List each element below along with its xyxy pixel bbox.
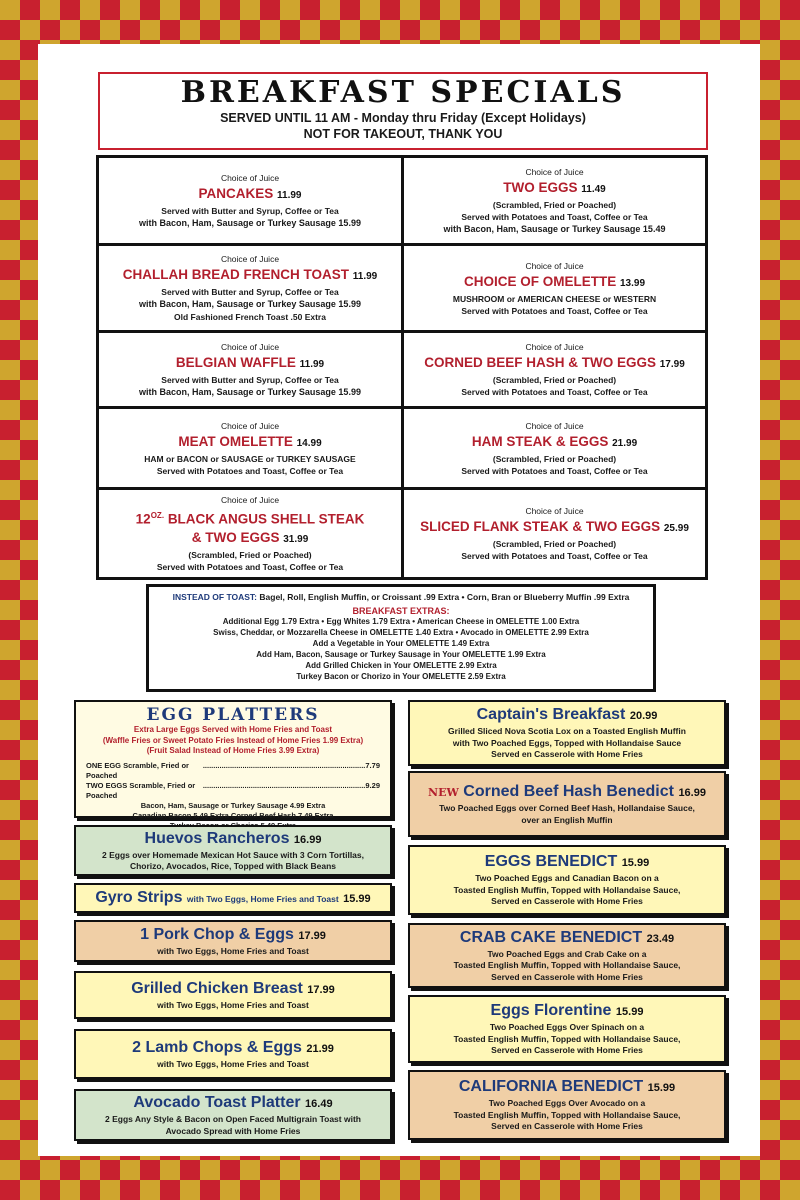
item-title: NEW Corned Beef Hash Benedict 16.99 [428, 783, 706, 800]
item-title: TWO EGGS 11.49 [503, 179, 606, 195]
item-addon: with Bacon, Ham, Sausage or Turkey Sausage 15.99 [139, 217, 361, 228]
item-desc: Toasted English Muffin, Topped with Hollandaise Sauce, [453, 1033, 681, 1044]
extras-line: Add Grilled Chicken in Your OMELETTE 2.99 Extra [305, 661, 497, 670]
takeout-note: NOT FOR TAKEOUT, THANK YOU [303, 127, 503, 141]
special-angus-steak [99, 490, 401, 577]
special-meat-omelette [99, 409, 401, 487]
juice-note: Choice of Juice [220, 494, 280, 505]
item-desc: MUSHROOM or AMERICAN CHEESE or WESTERN [452, 293, 657, 304]
item-desc: with Two Eggs, Home Fries and Toast [157, 999, 309, 1010]
item-price: 13.99 [620, 277, 646, 289]
item-desc: Served with Potatoes and Toast, Coffee or Tea [461, 465, 648, 476]
item-addon: with Bacon, Ham, Sausage or Turkey Sausage 15.49 [443, 223, 666, 234]
item-desc: with Two Poached Eggs, Topped with Hollandaise Sauce [452, 737, 682, 748]
special-pancakes [99, 158, 401, 243]
special-corned-beef [404, 333, 705, 406]
item-desc: Served en Casserole with Home Fries [491, 749, 643, 760]
item-title: PANCAKES 11.99 [198, 185, 302, 201]
special-ham-steak [404, 409, 705, 487]
item-note: Old Fashioned French Toast .50 Extra [174, 312, 326, 322]
item-price: 17.99 [298, 929, 326, 942]
eggs-benedict-box [408, 845, 726, 915]
menu-header [98, 72, 708, 150]
extras-line: Additional Egg 1.79 Extra • Egg Whites 1.79 Extra • American Cheese in OMELETTE 1.00 Extra [222, 617, 580, 626]
item-price: 11.49 [581, 183, 606, 195]
extras-line: Turkey Bacon or Chorizo in Your OMELETTE 2.59 Extra [296, 672, 506, 681]
juice-note: Choice of Juice [525, 260, 584, 271]
item-desc: (Scrambled, Fried or Poached) [492, 539, 617, 549]
juice-note: Choice of Juice [220, 254, 280, 264]
item-desc: Toasted English Muffin, Topped with Hollandaise Sauce, [453, 1109, 681, 1120]
item-price: 11.99 [352, 271, 378, 282]
item-desc: Avocado Spread with Home Fries [165, 1125, 301, 1136]
special-challah [99, 246, 401, 330]
item-title: EGGS BENEDICT 15.99 [484, 853, 650, 871]
item-desc: Served with Potatoes and Toast, Coffee or Tea [461, 211, 648, 222]
item-title: Captain's Breakfast 20.99 [476, 706, 658, 724]
extras-line: Swiss, Cheddar, or Mozzarella Cheese in OMELETTE 1.40 Extra • Avocado in OMELETTE 2.99 Extra [213, 628, 589, 637]
item-desc: Served en Casserole with Home Fries [491, 971, 643, 982]
breakfast-extras [146, 584, 656, 692]
item-desc: Two Poached Eggs over Corned Beef Hash, Hollandaise Sauce, [439, 803, 695, 813]
avocado-toast-box [74, 1089, 392, 1141]
item-title: CORNED BEEF HASH & TWO EGGS 17.99 [424, 355, 685, 370]
item-desc: Served en Casserole with Home Fries [491, 896, 643, 907]
gyro-strips-box [74, 883, 392, 913]
item-title: MEAT OMELETTE 14.99 [178, 433, 322, 449]
eggs-florentine-box [408, 995, 726, 1063]
item-price: 21.99 [612, 437, 638, 449]
one-egg-row: ONE EGG Scramble, Fried or Poached .............................................................................. 7.79 [86, 760, 380, 780]
egg-platters-title: EGG PLATTERS [146, 705, 320, 725]
toast-options: INSTEAD OF TOAST: Bagel, Roll, English Muffin, or Croissant .99 Extra • Corn, Bran or Blueberry Muffin .99 Extra [172, 592, 630, 602]
item-price: 20.99 [629, 710, 658, 723]
item-title: 2 Lamb Chops & Eggs 21.99 [132, 1038, 334, 1056]
item-desc: over an English Muffin [521, 814, 613, 825]
item-desc: Served en Casserole with Home Fries [491, 1121, 643, 1132]
item-title: CHOICE OF OMELETTE 13.99 [463, 273, 646, 289]
item-price: 11.99 [277, 189, 302, 201]
item-price: 25.99 [663, 523, 689, 534]
item-title: SLICED FLANK STEAK & TWO EGGS 25.99 [420, 519, 689, 534]
item-desc: Grilled Sliced Nova Scotia Lox on a Toasted English Muffin [448, 726, 686, 737]
platter-extra: Canadian Bacon 5.49 Extra Corned Beef Hash 7.49 Extra [132, 810, 334, 820]
item-desc: HAM or BACON or SAUSAGE or TURKEY SAUSAGE [144, 453, 356, 464]
service-hours: SERVED UNTIL 11 AM - Monday thru Friday (Except Holidays) [220, 111, 586, 125]
item-price: 14.99 [296, 437, 322, 449]
item-title: BELGIAN WAFFLE 11.99 [175, 354, 325, 370]
item-price: 15.99 [647, 1082, 676, 1095]
special-omelette [404, 246, 705, 330]
item-desc: Served with Butter and Syrup, Coffee or Tea [161, 374, 339, 385]
item-desc: Toasted English Muffin, Topped with Hollandaise Sauce, [453, 884, 681, 895]
item-desc: Two Poached Eggs Over Avocado on a [488, 1098, 646, 1109]
item-price: 16.49 [305, 1098, 333, 1110]
lamb-chops-box [74, 1029, 392, 1079]
item-desc: Served with Butter and Syrup, Coffee or Tea [161, 287, 339, 297]
item-title: Huevos Rancheros 16.99 [144, 829, 322, 847]
item-desc: with Two Eggs, Home Fries and Toast [157, 1058, 309, 1069]
item-desc: Served with Butter and Syrup, Coffee or Tea [161, 205, 339, 216]
platter-note: (Fruit Salad Instead of Home Fries 3.99 Extra) [146, 746, 320, 755]
special-two-eggs [404, 158, 705, 243]
item-desc: Two Poached Eggs and Crab Cake on a [487, 948, 647, 959]
item-desc: Served with Potatoes and Toast, Coffee or Tea [461, 551, 648, 561]
item-desc: 2 Eggs over Homemade Mexican Hot Sauce with 3 Corn Tortillas, Chorizo, Avocados, Rice, Topped with Black Beans [102, 849, 364, 871]
item-title: Gyro Strips with Two Eggs, Home Fries and Toast 15.99 [95, 888, 371, 906]
juice-note: Choice of Juice [220, 341, 280, 352]
juice-note: Choice of Juice [220, 172, 280, 183]
item-price: 15.99 [621, 857, 650, 870]
item-desc: Toasted English Muffin, Topped with Hollandaise Sauce, [453, 960, 681, 971]
huevos-rancheros-box [74, 825, 392, 876]
item-title: 1 Pork Chop & Eggs 17.99 [140, 925, 326, 943]
two-eggs-row: TWO EGGS Scramble, Fried or Poached .............................................................................. 9.29 [86, 780, 380, 800]
extras-heading: BREAKFAST EXTRAS: [352, 606, 450, 616]
juice-note: Choice of Juice [525, 342, 584, 352]
item-price: 21.99 [306, 1042, 334, 1055]
item-desc: Served with Potatoes and Toast, Coffee or Tea [156, 562, 344, 573]
item-desc: 2 Eggs Any Style & Bacon on Open Faced Multigrain Toast with [105, 1114, 361, 1124]
item-desc: (Scrambled, Fried or Poached) [188, 550, 312, 561]
item-desc: Served with Potatoes and Toast, Coffee or Tea [156, 465, 344, 476]
item-desc: with Two Eggs, Home Fries and Toast [186, 893, 339, 904]
item-desc: with Two Eggs, Home Fries and Toast [157, 945, 309, 956]
captains-breakfast-box [408, 700, 726, 766]
item-addon: with Bacon, Ham, Sausage or Turkey Sausage 15.99 [139, 386, 361, 397]
item-desc: Two Poached Eggs Over Spinach on a [489, 1022, 645, 1033]
item-price: 15.99 [615, 1006, 644, 1019]
juice-note: Choice of Juice [220, 420, 280, 431]
egg-platters-box [74, 700, 392, 818]
item-price: 23.49 [646, 932, 675, 945]
item-price: 31.99 [283, 534, 309, 546]
item-desc: Served en Casserole with Home Fries [491, 1045, 643, 1056]
item-title: Grilled Chicken Breast 17.99 [131, 979, 335, 997]
juice-note: Choice of Juice [525, 166, 584, 177]
corned-beef-benedict-box [408, 771, 726, 837]
specials-grid [96, 155, 708, 580]
item-title: Avocado Toast Platter 16.49 [133, 1094, 333, 1111]
item-title: CHALLAH BREAD FRENCH TOAST 11.99 [122, 267, 378, 282]
extras-line: Add a Vegetable in Your OMELETTE 1.49 Extra [312, 639, 490, 648]
item-desc: (Scrambled, Fried or Poached) [492, 453, 617, 464]
item-desc: Two Poached Eggs and Canadian Bacon on a [475, 873, 659, 884]
platter-extra: Bacon, Ham, Sausage or Turkey Sausage 4.99 Extra [140, 800, 326, 810]
item-price: 16.99 [293, 833, 322, 846]
item-desc: (Scrambled, Fried or Poached) [492, 375, 617, 385]
california-benedict-box [408, 1070, 726, 1140]
new-badge: NEW [428, 786, 459, 799]
item-title: CRAB CAKE BENEDICT 23.49 [459, 928, 675, 946]
item-price: 11.99 [299, 358, 325, 370]
item-price: 15.99 [343, 892, 371, 905]
item-title: $12^{OZ.}$ BLACK ANGUS SHELL STEAK [135, 510, 365, 527]
item-desc: Served with Potatoes and Toast, Coffee or Tea [461, 387, 648, 397]
item-title: HAM STEAK & EGGS 21.99 [471, 433, 638, 449]
extras-line: Add Ham, Bacon, Sausage or Turkey Sausage in Your OMELETTE 1.99 Extra [256, 650, 546, 659]
special-flank-steak [404, 490, 705, 577]
special-waffle [99, 333, 401, 406]
item-price: 17.99 [659, 359, 685, 370]
grilled-chicken-box [74, 971, 392, 1019]
item-title-2: & TWO EGGS 31.99 [191, 530, 309, 546]
item-desc: Served with Potatoes and Toast, Coffee or Tea [461, 305, 648, 316]
item-price: 16.99 [678, 787, 706, 799]
item-desc: (Scrambled, Fried or Poached) [492, 199, 617, 210]
platter-note: Extra Large Eggs Served with Home Fries and Toast [133, 725, 333, 734]
item-price: 17.99 [307, 983, 335, 996]
crab-cake-benedict-box [408, 923, 726, 988]
platter-note: (Waffle Fries or Sweet Potato Fries Instead of Home Fries 1.99 Extra) [102, 735, 364, 745]
item-addon: with Bacon, Ham, Sausage or Turkey Sausage 15.99 [139, 299, 361, 309]
item-title: Eggs Florentine 15.99 [490, 1002, 644, 1020]
juice-note: Choice of Juice [525, 420, 584, 431]
item-title: CALIFORNIA BENEDICT 15.99 [458, 1078, 676, 1096]
platter-prices [76, 761, 390, 801]
juice-note: Choice of Juice [525, 506, 584, 516]
page-title: BREAKFAST SPECIALS [180, 75, 626, 110]
pork-chop-box [74, 920, 392, 962]
